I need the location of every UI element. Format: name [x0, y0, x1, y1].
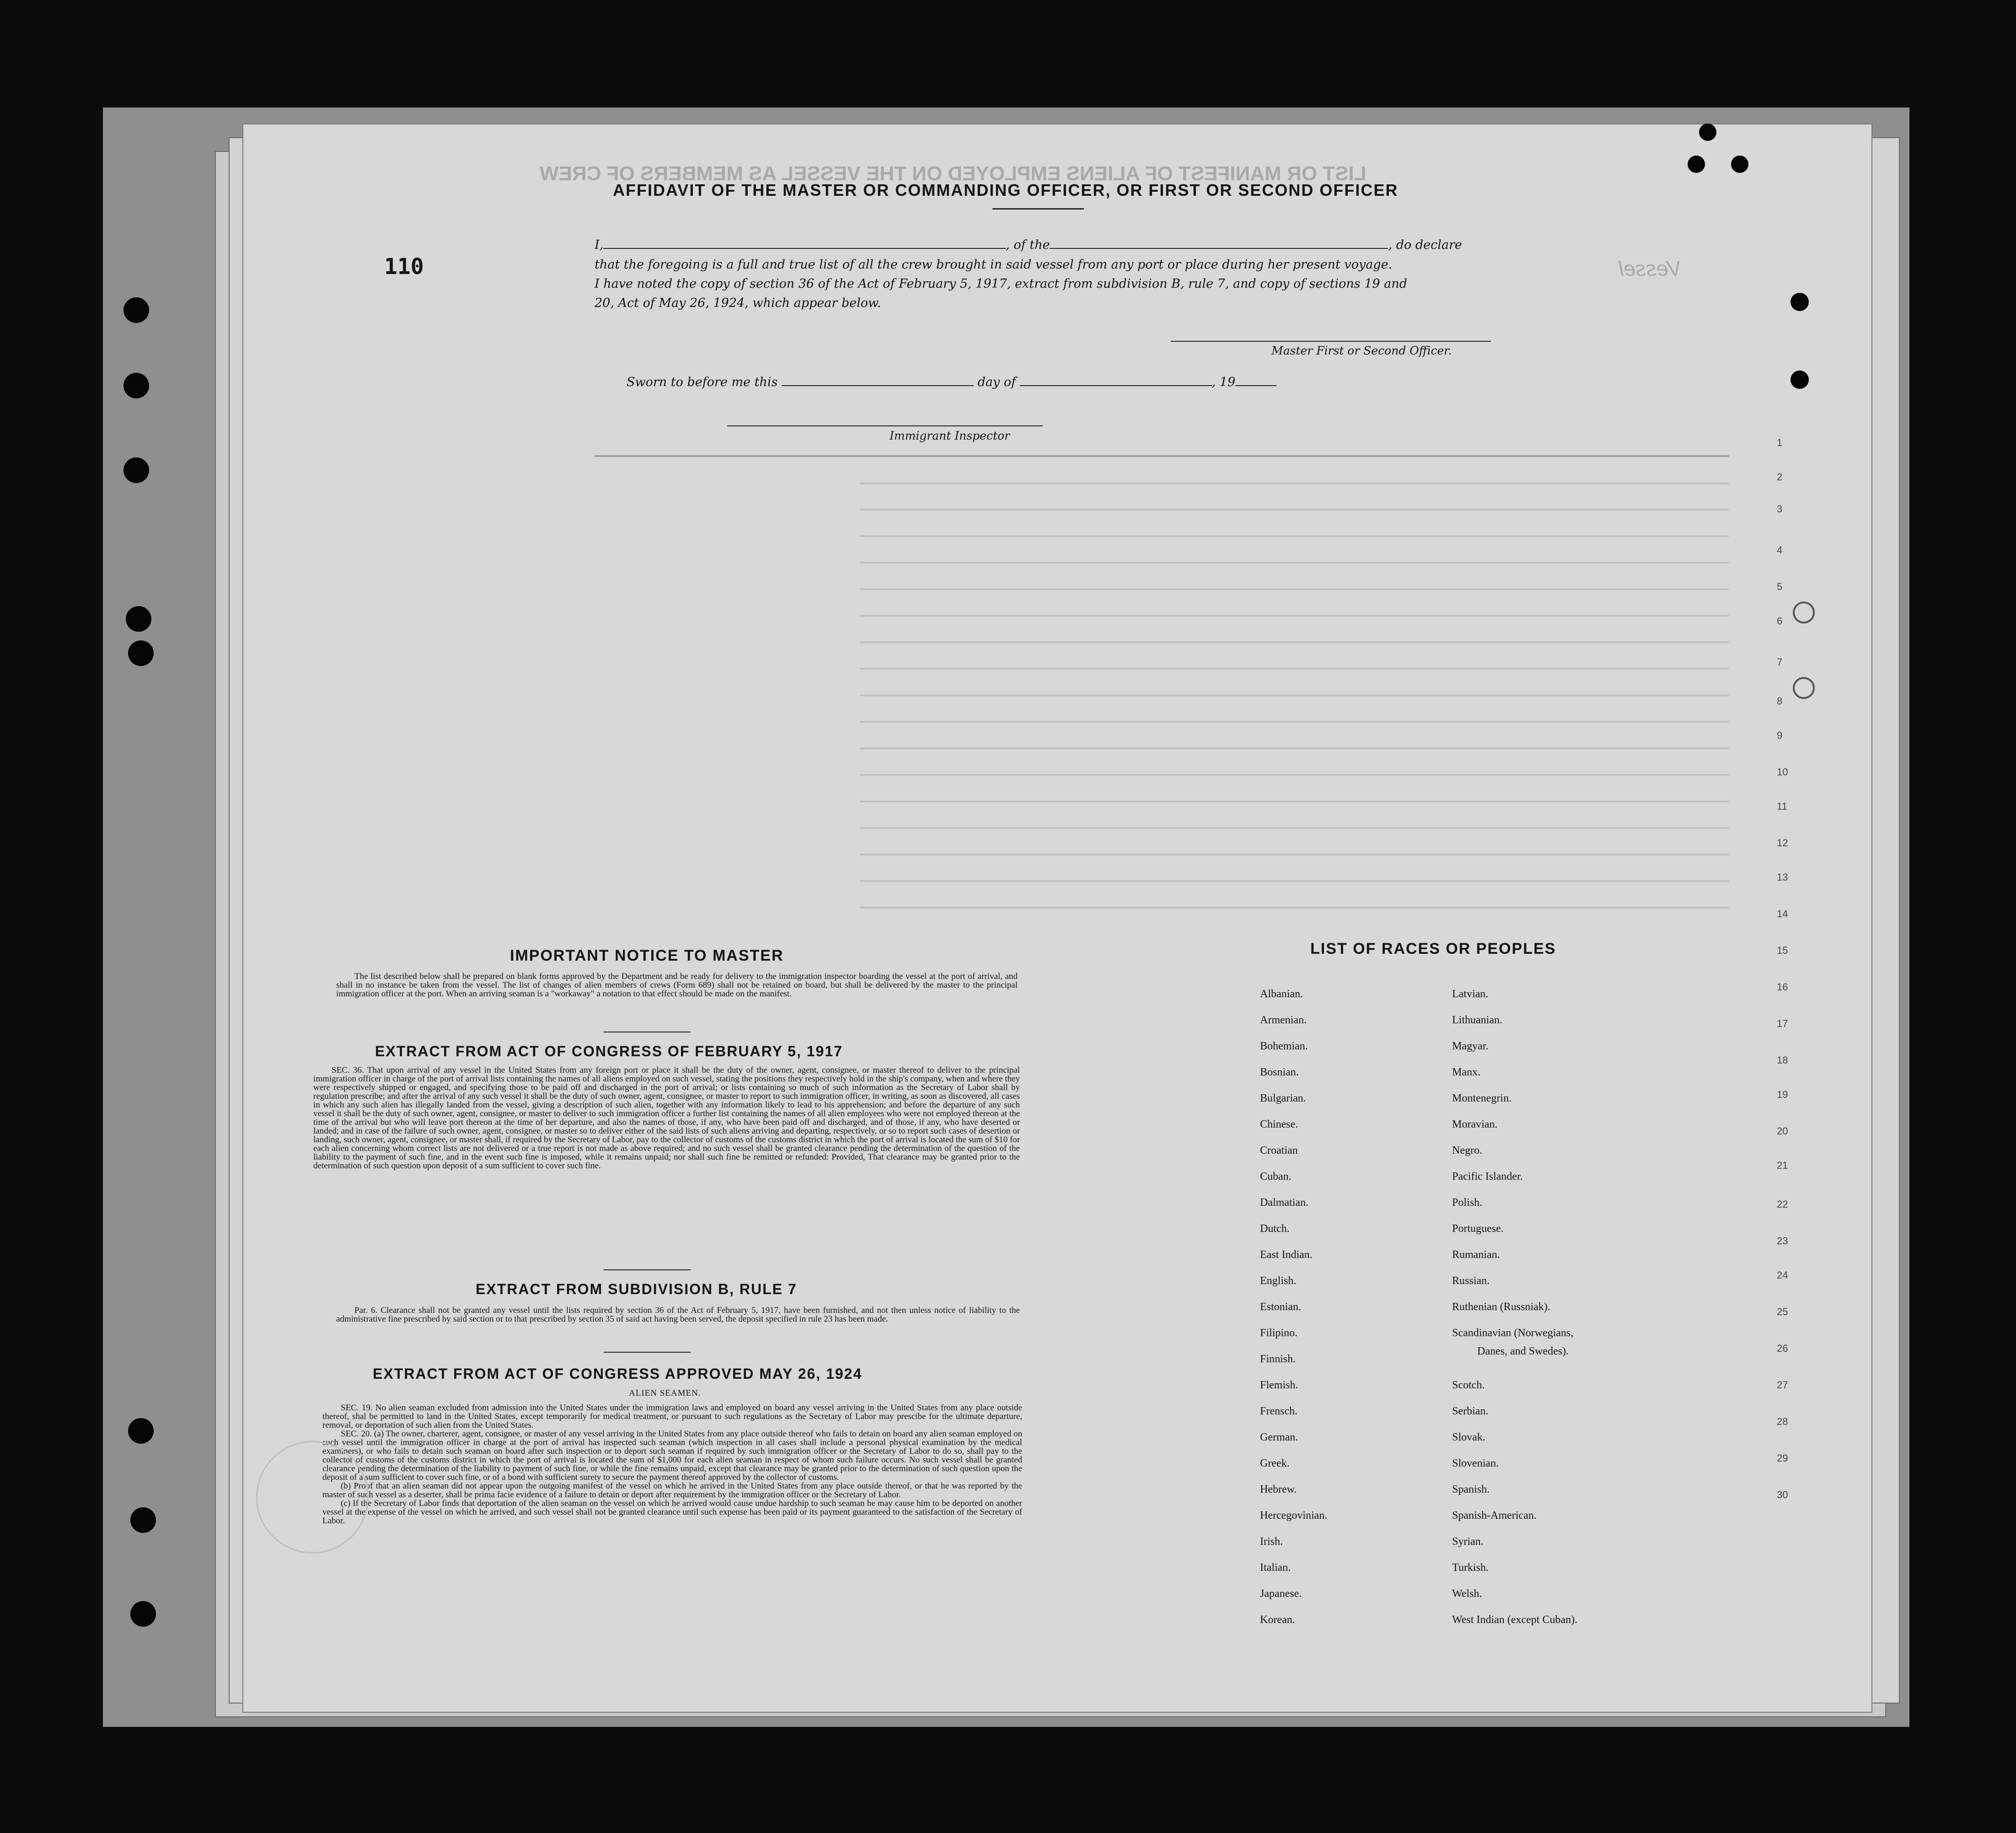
bleed-through-row — [860, 774, 1729, 776]
name-field[interactable] — [603, 238, 1006, 249]
binder-rivet — [1791, 371, 1809, 389]
bleed-row-number: 23 — [1777, 1235, 1788, 1247]
affidavit-line-3: I have noted the copy of section 36 of the Act of February 5, 1917, extract from subdivision B, rule 7, and copy of sections 19 and — [595, 277, 1407, 291]
bleed-row-number: 19 — [1777, 1089, 1788, 1100]
bleed-through-row — [860, 827, 1729, 829]
bleed-row-number: 8 — [1777, 695, 1783, 707]
alien-seamen-subtitle: ALIEN SEAMEN. — [629, 1388, 701, 1398]
race-item: Syrian. — [1452, 1536, 1484, 1548]
bleed-row-number: 15 — [1777, 945, 1788, 956]
bleed-through-vessel-label: Vessel — [1619, 257, 1682, 280]
extract-1924-text — [322, 1403, 1022, 1525]
section-divider — [604, 1269, 691, 1270]
race-item: Latvian. — [1452, 988, 1489, 1000]
bleed-row-number: 6 — [1777, 615, 1783, 627]
bleed-row-number: 10 — [1777, 766, 1788, 778]
vessel-field[interactable] — [1050, 238, 1388, 249]
race-item: Finnish. — [1260, 1353, 1296, 1365]
race-item: Negro. — [1452, 1145, 1482, 1156]
bleed-through-row — [860, 801, 1729, 802]
race-item: Korean. — [1260, 1614, 1295, 1626]
bleed-row-number: 16 — [1777, 981, 1788, 993]
binder-rivet — [1731, 156, 1748, 173]
race-item: English. — [1260, 1275, 1297, 1287]
race-item: Irish. — [1260, 1536, 1283, 1548]
bleed-row-number: 17 — [1777, 1018, 1788, 1029]
affidavit-title-rule — [992, 208, 1084, 210]
bleed-row-number: 30 — [1777, 1489, 1788, 1500]
race-item: Chinese. — [1260, 1118, 1298, 1130]
bleed-through-row — [860, 747, 1729, 749]
punch-hole — [130, 1507, 156, 1533]
bleed-row-number: 20 — [1777, 1125, 1788, 1137]
section-divider — [604, 1352, 691, 1353]
race-item: Spanish. — [1452, 1484, 1490, 1495]
race-item: Filipino. — [1260, 1327, 1298, 1339]
bleed-through-row — [860, 854, 1729, 855]
inspector-label: Immigrant Inspector — [890, 429, 1010, 442]
notice-text — [336, 972, 1018, 998]
bleed-row-number: 4 — [1777, 544, 1783, 556]
extract-1917-title: EXTRACT FROM ACT OF CONGRESS OF FEBRUARY 5, 1917 — [375, 1043, 843, 1059]
race-item: Danes, and Swedes). — [1477, 1345, 1569, 1357]
race-item: Cuban. — [1260, 1171, 1292, 1183]
extract-1917-text — [313, 1066, 1020, 1170]
sworn-b: day of — [977, 375, 1016, 389]
bleed-row-number: 27 — [1777, 1379, 1788, 1391]
affidavit-line1-c: , do declare — [1388, 238, 1462, 252]
bleed-row-number: 25 — [1777, 1306, 1788, 1317]
bleed-row-number: 1 — [1777, 437, 1783, 448]
bleed-through-title: LIST OR MANIFEST OF ALIENS EMPLOYED ON THE VESSEL AS MEMBERS OF CREW — [540, 162, 1367, 185]
race-item: Estonian. — [1260, 1301, 1301, 1313]
punch-hole — [130, 1601, 156, 1627]
race-item: Italian. — [1260, 1562, 1291, 1574]
race-item: Russian. — [1452, 1275, 1490, 1287]
race-item: Scotch. — [1452, 1379, 1485, 1391]
races-title: LIST OF RACES OR PEOPLES — [1310, 940, 1556, 957]
affidavit-line1-b: , of the — [1006, 238, 1050, 252]
race-item: Dalmatian. — [1260, 1197, 1308, 1209]
race-item: Pacific Islander. — [1452, 1171, 1523, 1183]
race-item: Albanian. — [1260, 988, 1303, 1000]
sworn-day-field[interactable] — [782, 375, 974, 386]
affidavit-title: AFFIDAVIT OF THE MASTER OR COMMANDING OFFICER, OR FIRST OR SECOND OFFICER — [613, 181, 1399, 199]
sworn-a: Sworn to before me this — [627, 375, 778, 389]
sec-19-paragraph: SEC. 19. No alien seaman excluded from admission into the United States under the immigration laws and employed on board any vessel arriving in the United States from any place outside thereof, shal be permitted to land in the United States, except temporarily for medical treatment, or pursuant to such regulations as the Secretary of Labor may prescibe for the ultimate departure, removal, or deportation of such alien from the United States. — [322, 1403, 1022, 1430]
bleed-row-number: 7 — [1777, 656, 1783, 668]
binder-rivet — [1699, 124, 1716, 141]
affidavit-line-2: that the foregoing is a full and true list of all the crew brought in said vessel from any port or place during her present voyage. — [595, 258, 1393, 272]
race-item: Armenian. — [1260, 1014, 1307, 1026]
extract-1924-title: EXTRACT FROM ACT OF CONGRESS APPROVED MAY 26, 1924 — [373, 1365, 863, 1382]
race-item: Bosnian. — [1260, 1066, 1299, 1078]
race-item: Scandinavian (Norwegians, — [1452, 1327, 1574, 1339]
punch-hole — [126, 606, 151, 632]
bleed-through-row — [860, 880, 1729, 882]
sworn-line — [627, 375, 1276, 389]
race-item: Bulgarian. — [1260, 1092, 1306, 1104]
race-item: Polish. — [1452, 1197, 1483, 1209]
bleed-row-number: 9 — [1777, 730, 1783, 741]
bleed-row-number: 18 — [1777, 1054, 1788, 1066]
race-item: Spanish-American. — [1452, 1510, 1537, 1521]
bleed-row-number: 5 — [1777, 581, 1783, 592]
race-item: Slovenian. — [1452, 1457, 1499, 1469]
punch-hole — [123, 297, 149, 323]
bleed-row-number: 22 — [1777, 1199, 1788, 1210]
bleed-through-row — [860, 694, 1729, 696]
race-item: Bohemian. — [1260, 1040, 1308, 1052]
bleed-row-number: 14 — [1777, 908, 1788, 919]
bleed-row-number: 24 — [1777, 1269, 1788, 1281]
binder-rivet — [1791, 293, 1809, 311]
race-item: Frensch. — [1260, 1405, 1298, 1417]
bleed-through-row — [860, 641, 1729, 643]
race-item: Ruthenian (Russniak). — [1452, 1301, 1550, 1313]
bleed-through-row — [860, 721, 1729, 723]
bleed-through-row — [595, 455, 1729, 457]
bleed-through-row — [860, 483, 1729, 484]
race-item: Hercegovinian. — [1260, 1510, 1328, 1521]
race-item: Manx. — [1452, 1066, 1480, 1078]
race-item: Welsh. — [1452, 1588, 1482, 1600]
punch-hole — [128, 640, 154, 666]
signature-line[interactable] — [1171, 341, 1491, 342]
race-item: Turkish. — [1452, 1562, 1489, 1574]
rule7-paragraph: Par. 6. Clearance shall not be granted any vessel until the lists required by section 36 of the Act of February 5, 1917, have been furnished, and not then unless notice of liability to the administrative fine prescribed by said section or to that prescribed by section 35 of said act having been served, the deposit specified in rule 23 has been made. — [336, 1306, 1020, 1324]
affidavit-line-4: 20, Act of May 26, 1924, which appear below. — [595, 296, 881, 310]
binder-rivet — [1793, 602, 1815, 624]
race-item: Rumanian. — [1452, 1249, 1500, 1261]
race-item: Lithuanian. — [1452, 1014, 1502, 1026]
punch-hole — [123, 373, 149, 398]
notice-paragraph: The list described below shall be prepared on blank forms approved by the Department and be ready for delivery to the immigration inspector boarding the vessel at the port of arrival, and shall in no instance be taken from the vessel. The list of changes of alien members of crews (Form 689) shall not be retained on board, but shall be delivered by the master to the principal immigration officer at the port. When an arriving seaman is a "workaway" a notation to that effect should be made on the manifest. — [336, 972, 1018, 999]
sec-20a-paragraph: SEC. 20. (a) The owner, charterer, agent, consignee, or master of any vessel arriving in the United States from any place outside thereof who fails to detain on board any alien seaman employed on such vessel until the immigration officer in charge at the port of arrival has inspected such seaman (which inspection in all cases shall include a personal physical examination by the medical examiners), or who fails to detain such seaman on board after such inspection or to deport such seaman if required by such immigration officer or the Secretary of Labor to do so, shall pay to the collector of customs of the customs district in which the port of arrival is located the sum of $1,000 for each alien seaman in respect of whom such failure occurs. No such vessel shall be granted clearance pending the determination of the liability to payment of such fine, or while the fine remains unpaid, except that clearance may be granted prior to the determination of such question upon the deposit of a sum sufficient to cover such fine, or of a bond with sufficient surety to secure the payment thereof approved by the collector of customs. — [322, 1429, 1022, 1482]
sworn-c: , 19 — [1212, 375, 1236, 389]
bleed-through-row — [860, 907, 1729, 908]
bleed-row-number: 12 — [1777, 837, 1788, 849]
bleed-row-number: 21 — [1777, 1160, 1788, 1171]
punch-hole — [123, 457, 149, 483]
bleed-row-number: 11 — [1777, 801, 1787, 812]
bleed-through-row — [860, 588, 1729, 590]
race-item: Greek. — [1260, 1457, 1290, 1469]
race-item: Dutch. — [1260, 1223, 1290, 1235]
faint-circular-stamp — [256, 1441, 369, 1553]
stamp-number: 110 — [384, 254, 424, 280]
binder-rivet — [1688, 156, 1705, 173]
rule7-title: EXTRACT FROM SUBDIVISION B, RULE 7 — [476, 1281, 797, 1297]
bleed-through-row — [860, 535, 1729, 537]
race-item: Flemish. — [1260, 1379, 1298, 1391]
sworn-year-field[interactable] — [1235, 375, 1276, 386]
bleed-through-row — [860, 615, 1729, 617]
sec-20b-paragraph: (b) Proof that an alien seaman did not appear upon the outgoing manifest of the vessel on which he arrived in the United States from any place outside thereof, or that he was reported by the master of such vessel as a deserter, shall be prima facie evidence of a failure to detain or deport after requirement by the immigration officer or the Secretary of Labor. — [322, 1481, 1022, 1500]
inspector-signature-line[interactable] — [727, 425, 1043, 426]
race-item: Croatian — [1260, 1145, 1298, 1156]
sec-36-paragraph: SEC. 36. That upon arrival of any vessel in the United States from any foreign port or place it shall be the duty of the owner, agent, consignee, or master thereof to deliver to the principal immigration officer in charge of the port of arrival lists containing the names of all aliens employed on such vessel, stating the positions they respectively hold in the ship's company, when and where they were respectively shipped or engaged, and specifying those to be paid off and discharged in the port of arrival; or lists containing so much of such information as the Secretary of Labor shall by regulation prescribe; and after the arrival of any such vessel it shall be the duty of such owner, agent, consignee, or master to report to such immigration officer, in writing, as soon as discovered, all cases in which any such alien has illegally landed from the vessel, giving a description of such alien, together with any information likely to lead to his apprehension; and before the departure of any such vessel it shall be the duty of such owner, agent, consignee, or master to deliver to such immigration officer a further list containing the names of all alien employees who were not employed thereon at the time of the arrival but who will leave port thereon at the time of her departure, and also the names of those, if any, who have been paid off and discharged, and of those, if any, who have deserted or landed; and in case of the failure of such owner, agent, consignee, or master so to deliver either of the said lists of such aliens arriving and departing, respectively, or so to report such cases of desertion or landing, such owner, agent, consignee, or master shall, if required by the Secretary of Labor, pay to the collector of customs of the customs district in which the port of arrival is located the sum of $10 for each alien concerning whom correct lists are not delivered or a true report is not made as above required; and no such vessel shall be granted clearance pending the determination of the question of the liability to the payment of such fine, and in the event such fine is imposed, while it remains unpaid; nor shall such fine be remitted or refunded: Provided, That clearance may be granted prior to the determination of such question upon deposit of a sum sufficient to cover such fine. — [313, 1065, 1020, 1171]
race-item: Hebrew. — [1260, 1484, 1297, 1495]
race-item: Moravian. — [1452, 1118, 1498, 1130]
race-item: West Indian (except Cuban). — [1452, 1614, 1577, 1626]
signature-label: Master First or Second Officer. — [1271, 344, 1452, 357]
bleed-row-number: 29 — [1777, 1452, 1788, 1464]
affidavit-line-1 — [595, 238, 1462, 252]
sec-20c-paragraph: (c) If the Secretary of Labor finds that deportation of the alien seaman on the vessel on which he arrived would cause undue hardship to such seaman he may cause him to be deported on another vessel at the expense of the vessel on which he arrived, and such vessel shall not be granted clearance until such expense has been paid or its payment guaranteed to the satisfaction of the Secretary of Labor. — [322, 1499, 1022, 1526]
rule7-text — [336, 1306, 1020, 1323]
bleed-through-row — [860, 562, 1729, 564]
bleed-through-row — [860, 509, 1729, 511]
bleed-through-row — [860, 668, 1729, 670]
race-item: German. — [1260, 1431, 1298, 1443]
affidavit-line1-a: I, — [595, 238, 604, 252]
race-item: Montenegrin. — [1452, 1092, 1512, 1104]
race-item: Portuguese. — [1452, 1223, 1504, 1235]
sworn-month-field[interactable] — [1020, 375, 1212, 386]
race-item: Magyar. — [1452, 1040, 1489, 1052]
race-item: East Indian. — [1260, 1249, 1313, 1261]
punch-hole — [128, 1418, 154, 1444]
binder-rivet — [1793, 677, 1815, 699]
race-item: Serbian. — [1452, 1405, 1489, 1417]
notice-title: IMPORTANT NOTICE TO MASTER — [510, 947, 784, 964]
race-item: Japanese. — [1260, 1588, 1302, 1600]
bleed-row-number: 3 — [1777, 503, 1783, 515]
bleed-row-number: 2 — [1777, 471, 1783, 483]
bleed-row-number: 13 — [1777, 871, 1788, 883]
bleed-row-number: 28 — [1777, 1416, 1788, 1427]
race-item: Slovak. — [1452, 1431, 1485, 1443]
bleed-row-number: 26 — [1777, 1343, 1788, 1354]
